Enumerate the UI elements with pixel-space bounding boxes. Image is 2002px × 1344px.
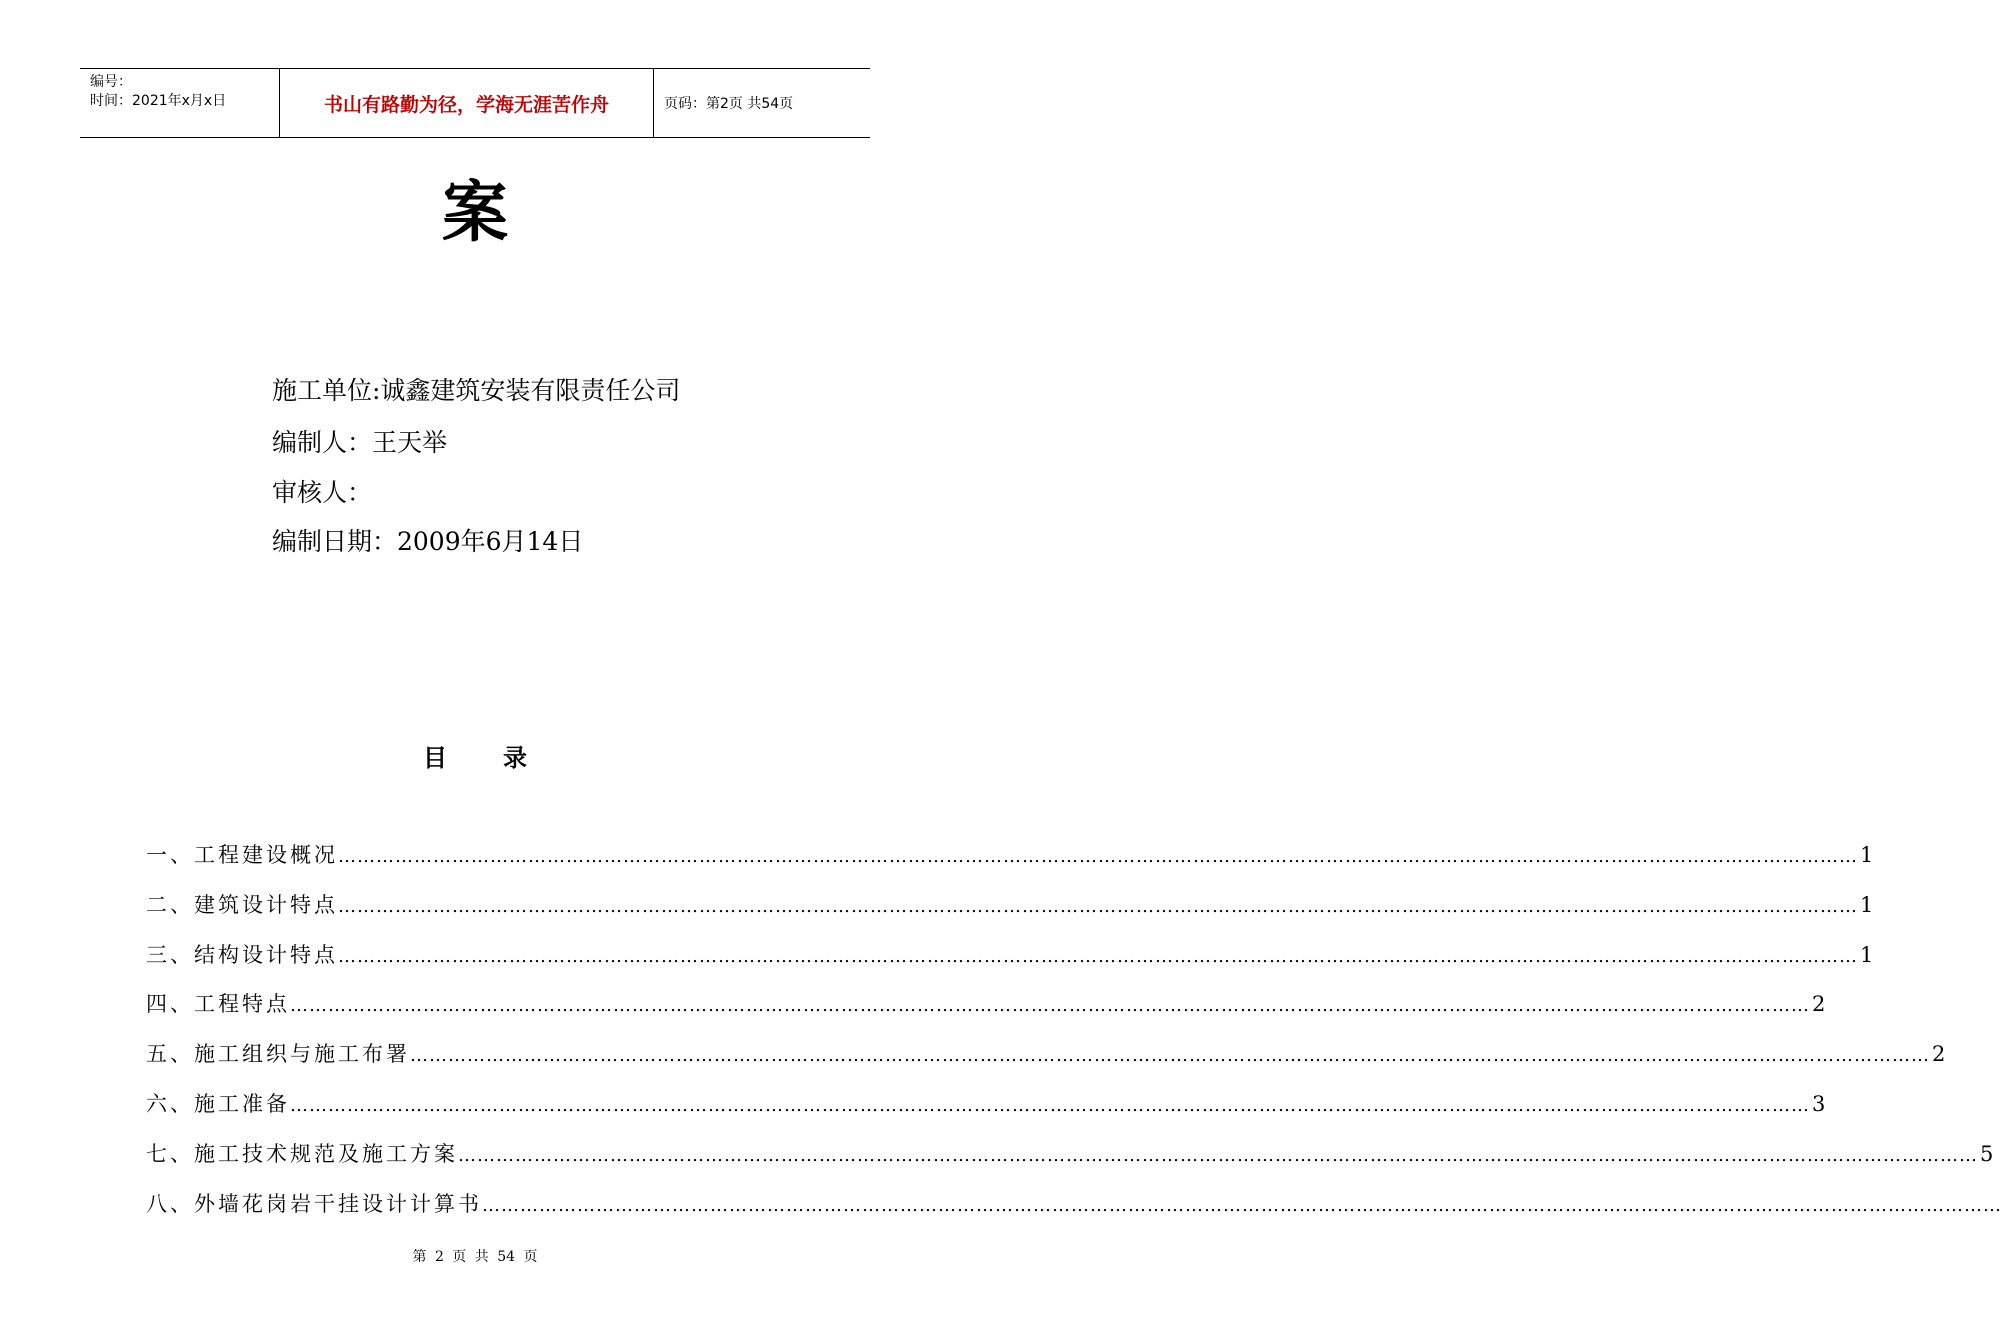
toc-leader-dots: …………………………………………………………………………………………………………………………………………………………………………………………………………………… [290,995,1810,1017]
toc-item-page: 2 [1812,992,1826,1017]
toc-leader-dots: …………………………………………………………………………………………………………………………………………………………………………………………………………………… [338,945,1858,967]
toc-item[interactable] [146,890,1874,920]
toc-item[interactable] [146,1089,1826,1119]
toc-item-page: 1 [1860,942,1874,967]
motto: 书山有路勤为径，学海无涯苦作舟 [280,69,654,137]
toc-leader-dots: …………………………………………………………………………………………………………………………………………………………………………………………………………………… [482,1194,2002,1216]
toc-item[interactable] [146,1189,2002,1219]
compile-date: 编制日期：2009年6月14日 [272,527,584,556]
toc-item-label: 八、外墙花岗岩干挂设计计算书 [146,1191,482,1216]
toc-item-label: 三、结构设计特点 [146,942,338,967]
compiler: 编制人：王天举 [272,428,448,457]
toc-item-page: 5 [1980,1141,1994,1166]
toc-item-label: 六、施工准备 [146,1092,290,1116]
toc-leader-dots: …………………………………………………………………………………………………………………………………………………………………………………………………………………… [338,846,1858,867]
toc-item-page: 1 [1860,843,1874,867]
toc-item-label: 四、工程特点 [146,992,290,1017]
toc-item[interactable] [146,989,1826,1019]
toc-item-page: 1 [1860,892,1874,917]
toc-item[interactable] [146,840,1874,870]
page-footer: 第 2 页 共 54 页 [412,1249,538,1265]
toc-item-label: 一、工程建设概况 [146,843,338,867]
code-label: 编号： [90,74,132,90]
reviewer: 审核人： [272,478,373,507]
page-info: 页码：第2页 共54页 [664,96,794,112]
toc-item-page: 3 [1812,1092,1826,1116]
construction-unit: 施工单位:诚鑫建筑安装有限责任公司 [272,376,681,405]
time-label: 时间：2021年x月x日 [90,93,227,109]
toc-item[interactable] [146,1139,1994,1169]
toc-leader-dots: …………………………………………………………………………………………………………………………………………………………………………………………………………………… [458,1144,1978,1166]
toc-leader-dots: …………………………………………………………………………………………………………………………………………………………………………………………………………………… [410,1045,1930,1067]
toc-item-label: 五、施工组织与施工布署 [146,1042,410,1067]
toc-item[interactable] [146,1039,1946,1069]
toc-item[interactable] [146,940,1874,970]
toc-item-label: 二、建筑设计特点 [146,892,338,917]
big-title: 案 [442,173,508,251]
toc-leader-dots: …………………………………………………………………………………………………………………………………………………………………………………………………………………… [338,895,1858,917]
toc-item-page: 2 [1932,1042,1946,1067]
toc-leader-dots: …………………………………………………………………………………………………………………………………………………………………………………………………………………… [290,1095,1810,1116]
header-table [80,68,870,138]
header-left-cell [80,69,280,137]
toc-title: 目录 [423,744,583,772]
toc-item-label: 七、施工技术规范及施工方案 [146,1141,458,1166]
